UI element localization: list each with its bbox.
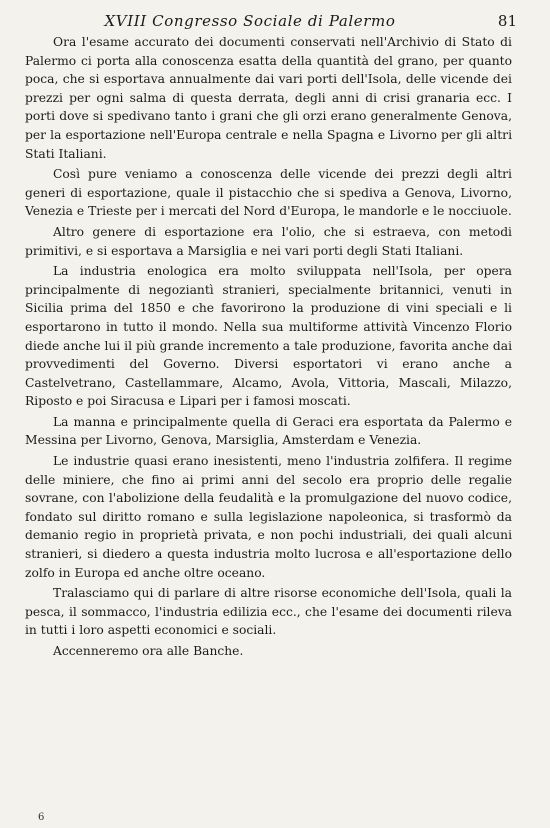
paragraph-enologica: La industria enologica era molto sviluppata nell'Isola, per opera principalmente di negoziantì stranieri, specialmente britannici, venuti in Sicilia prima del 1850 e che favorirono la produzione di vini speciali e li esportarono in tutto il mondo. Nella sua multiforme attività Vincenzo Florio diede anche lui il più grande incremento a tale produzione, favorita anche dai provvedimenti del Governo. Diversi esportatori vi erano anche a Castelvetrano, Castellammare, Alcamo, Avola, Vittoria, Mascali, Milazzo, Riposto e poi Siracusa e Lipari per i famosi moscati. — [25, 264, 512, 409]
paragraph-banche: Accenneremo ora alle Banche. — [53, 644, 244, 658]
page-number: 81 — [497, 12, 517, 30]
footer-mark: 6 — [38, 812, 45, 823]
paragraph-olio: Altro genere di esportazione era l'olio, che si estraeva, con metodi primitivi, e si esportava a Marsiglia e nei vari porti degli Stati Italiani. — [25, 224, 512, 258]
paragraph-zolfo: Le industrie quasi erano inesistenti, meno l'industria zolfifera. Il regime delle miniere, che fino ai primi anni del secolo era proprio delle regalie sovrane, con l'abolizione della feudalità e la promulgazione del nuovo codice, fondato sul diritto romano e sulla legislazione napoleonica, si trasformò da demanio regio in proprietà privata, e non pochi industriali, dei quali alcuni stranieri, si diedero a questa industria molto lucrosa e all'esportazione dello zolfo in Europa ed anche oltre oceano. — [25, 454, 512, 580]
paragraph-archivio: Ora l'esame accurato dei documenti conservati nell'Archivio di Stato di Palermo ci porta alla conoscenza esatta della quantità del grano, per quanto poca, che si esportava annualmente dai vari porti dell'Isola, delle vicende dei prezzi per ogni salma di questa derrata, degli anni di crisi granaria ecc. I porti dove si spedivano tanto i grani che gli orzi erano generalmente Genova, per la esportazione nell'Europa centrale e nella Spagna e Livorno per gli altri Stati Italiani. — [25, 35, 512, 161]
paragraph-altre-risorse: Tralasciamo qui di parlare di altre risorse economiche dell'Isola, quali la pesca, il sommacco, l'industria edilizia ecc., che l'esame dei documenti rileva in tutti i loro aspetti economici e sociali. — [25, 586, 512, 638]
paragraph-manna: La manna e principalmente quella di Geraci era esportata da Palermo e Messina per Livorno, Genova, Marsiglia, Amsterdam e Venezia. — [25, 414, 512, 448]
paragraph-prezzi: Così pure veniamo a conoscenza delle vicende dei prezzi degli altri generi di esportazione, quale il pistacchio che si spediva a Genova, Livorno, Venezia e Trieste per i mercati del Nord d'Europa, le mandorle e le nocciuole. — [25, 167, 512, 219]
body-text — [25, 33, 512, 661]
running-title: XVIII Congresso Sociale di Palermo — [104, 12, 396, 30]
